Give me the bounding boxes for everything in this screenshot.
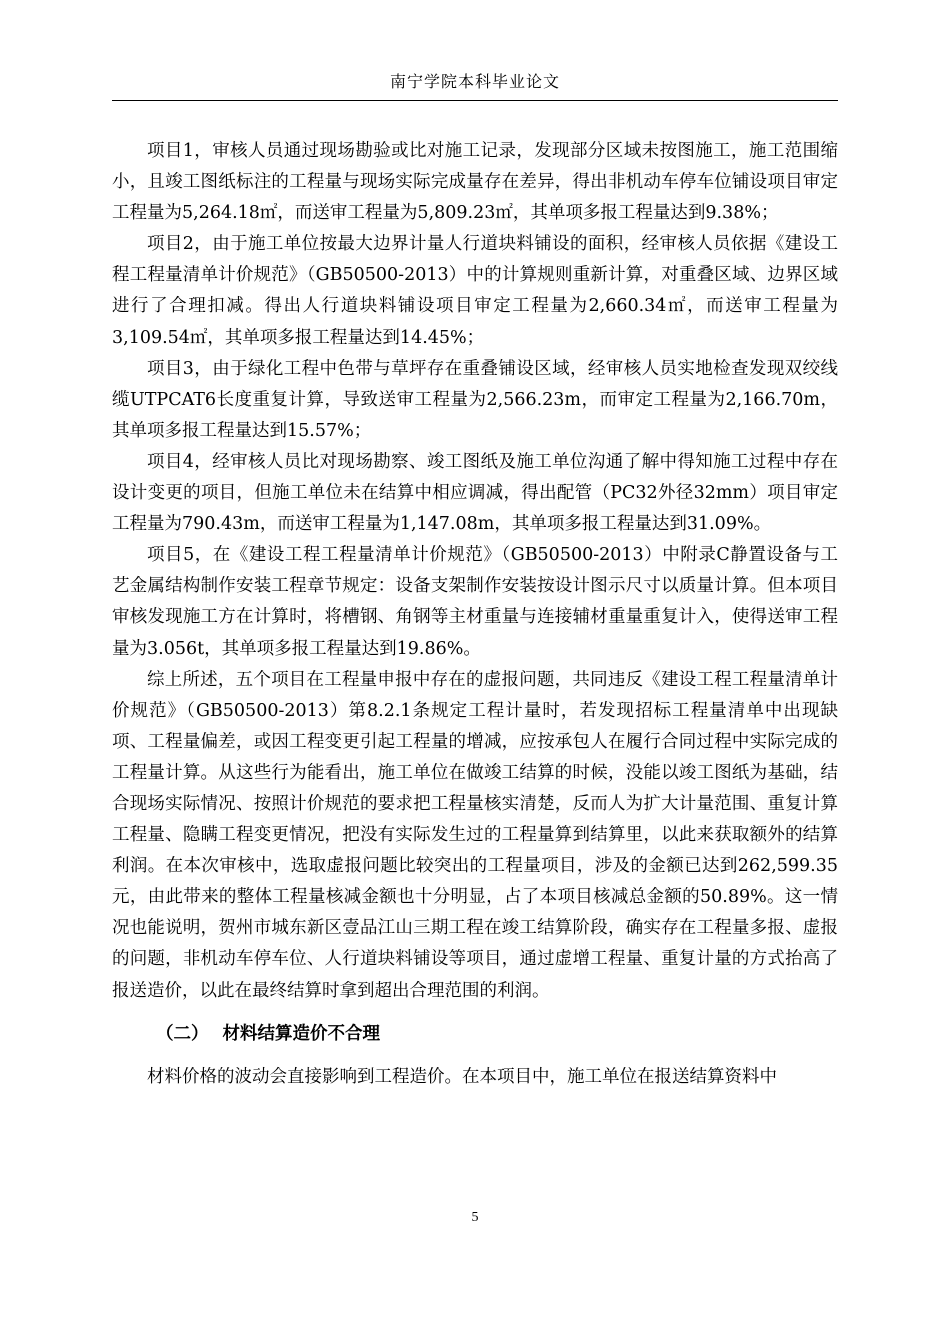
- page-header-title: 南宁学院本科毕业论文: [389, 72, 560, 91]
- paragraph-summary: 综上所述，五个项目在工程量申报中存在的虚报问题，共同违反《建设工程工程量清单计价规范》（GB50500-2013）第8.2.1条规定工程计量时，若发现招标工程量清单中出现缺项、工程量偏差，或因工程变更引起工程量的增减，应按承包人在履行合同过程中实际完成的工程量计算。从这些行为能看出，施工单位在做竣工结算的时候，没能以竣工图纸为基础，结合现场实际情况、按照计价规范的要求把工程量核实清楚，反而人为扩大计量范围、重复计算工程量、隐瞒工程变更情况，把没有实际发生过的工程量算到结算里，以此来获取额外的结算利润。在本次审核中，选取虚报问题比较突出的工程量项目，涉及的金额已达到262,599.35元，由此带来的整体工程量核减金额也十分明显，占了本项目核减总金额的50.89%。这一情况也能说明，贺州市城东新区壹品江山三期工程在竣工结算阶段，确实存在工程量多报、虚报的问题，非机动车停车位、人行道块料铺设等项目，通过虚增工程量、重复计量的方式抬高了报送造价，以此在最终结算时拿到超出合理范围的利润。: [112, 669, 838, 1001]
- paragraph-item-2: 项目2，由于施工单位按最大边界计量人行道块料铺设的面积，经审核人员依据《建设工程工程量清单计价规范》（GB50500-2013）中的计算规则重新计算，对重叠区域、边界区域进行了合理扣减。得出人行道块料铺设项目审定工程量为2,660.34㎡，而送审工程量为3,109.54㎡，其单项多报工程量达到14.45%；: [112, 234, 838, 348]
- body-content: [112, 136, 838, 1093]
- paragraph-item-1: 项目1，审核人员通过现场勘验或比对施工记录，发现部分区域未按图施工，施工范围缩小，且竣工图纸标注的工程量与现场实际完成量存在差异，得出非机动车停车位铺设项目审定工程量为5,264.18㎡，而送审工程量为5,809.23㎡，其单项多报工程量达到9.38%；: [112, 141, 838, 224]
- paragraph-item-3: 项目3，由于绿化工程中色带与草坪存在重叠铺设区域，经审核人员实地检查发现双绞线缆UTPCAT6长度重复计算，导致送审工程量为2,566.23m，而审定工程量为2,166.70m，其单项多报工程量达到15.57%；: [112, 358, 838, 441]
- section-title: 材料结算造价不合理: [222, 1023, 380, 1044]
- paragraph-item-5: 项目5，在《建设工程工程量清单计价规范》（GB50500-2013）中附录C静置设备与工艺金属结构制作安装工程章节规定：设备支架制作安装按设计图示尺寸以质量计算。但本项目审核发现施工方在计算时，将槽钢、角钢等主材重量与连接辅材重量重复计入，使得送审工程量为3.056t，其单项多报工程量达到19.86%。: [112, 545, 838, 659]
- paragraph-item-4: 项目4，经审核人员比对现场勘察、竣工图纸及施工单位沟通了解中得知施工过程中存在设计变更的项目，但施工单位未在结算中相应调减，得出配管（PC32外径32mm）项目审定工程量为790.43m，而送审工程量为1,147.08m，其单项多报工程量达到31.09%。: [112, 451, 838, 535]
- section-number: （二）: [156, 1023, 209, 1044]
- page-number: 5: [471, 1210, 479, 1225]
- section-heading: [112, 1019, 838, 1050]
- header-divider: [112, 100, 838, 101]
- paragraph-materials: 材料价格的波动会直接影响到工程造价。在本项目中，施工单位在报送结算资料中: [147, 1066, 777, 1087]
